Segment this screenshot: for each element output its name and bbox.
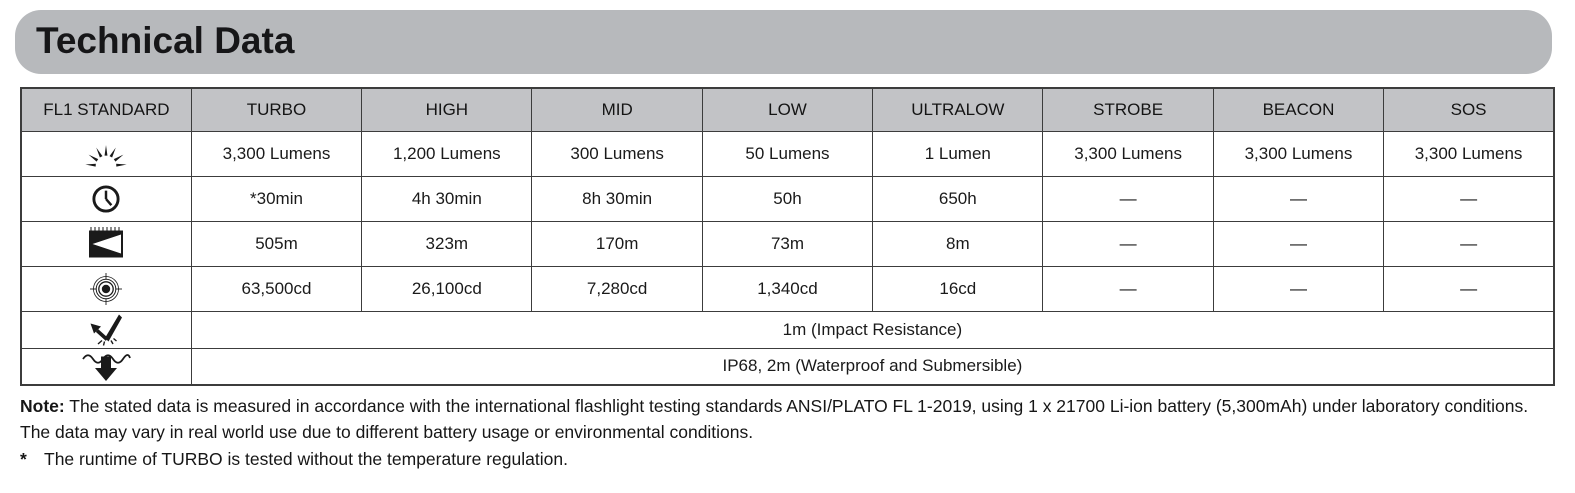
technical-data-table-wrap (20, 87, 1555, 386)
table-cell: — (1043, 266, 1213, 311)
table-cell: 4h 30min (362, 176, 532, 221)
runtime-icon (21, 176, 191, 221)
column-header-high: HIGH (362, 88, 532, 131)
table-cell: — (1384, 266, 1554, 311)
table-cell: 1,200 Lumens (362, 131, 532, 176)
table-cell: — (1213, 176, 1383, 221)
table-body (21, 131, 1554, 385)
beam-intensity-icon (21, 266, 191, 311)
table-row (21, 266, 1554, 311)
table-cell: 26,100cd (362, 266, 532, 311)
beam-distance-icon (21, 221, 191, 266)
note-text: The stated data is measured in accordance with the international flashlight testing standards ANSI/PLATO FL 1-2019, using 1 x 21700 Li-ion battery (5,300mAh) under laboratory conditions. The data may vary in real world use due to different battery usage or environmental conditions. (20, 396, 1529, 442)
section-banner (15, 10, 1552, 74)
table-cell: 505m (191, 221, 361, 266)
table-row (21, 131, 1554, 176)
table-cell: — (1213, 221, 1383, 266)
page-title: Technical Data (36, 20, 295, 61)
column-header-low: LOW (702, 88, 872, 131)
turbo-footnote (20, 447, 1555, 472)
impact-resistance-icon (21, 311, 191, 348)
table-cell: 8h 30min (532, 176, 702, 221)
column-header-turbo: TURBO (191, 88, 361, 131)
waterproof-icon (21, 348, 191, 385)
table-cell: 3,300 Lumens (1213, 131, 1383, 176)
table-cell: 3,300 Lumens (1043, 131, 1213, 176)
table-cell: 323m (362, 221, 532, 266)
table-cell: 3,300 Lumens (191, 131, 361, 176)
table-cell: — (1213, 266, 1383, 311)
column-header-strobe: STROBE (1043, 88, 1213, 131)
table-cell: — (1043, 221, 1213, 266)
table-cell: 7,280cd (532, 266, 702, 311)
column-header-mid: MID (532, 88, 702, 131)
brightness-icon (21, 131, 191, 176)
column-header-fl1-standard: FL1 STANDARD (21, 88, 191, 131)
table-cell: 1 Lumen (873, 131, 1043, 176)
table-cell: 650h (873, 176, 1043, 221)
technical-data-table (20, 87, 1555, 386)
table-cell: — (1384, 176, 1554, 221)
table-cell: — (1043, 176, 1213, 221)
table-cell: 16cd (873, 266, 1043, 311)
table-row (21, 176, 1554, 221)
table-cell: 50 Lumens (702, 131, 872, 176)
table-cell: 63,500cd (191, 266, 361, 311)
note-paragraph (20, 393, 1555, 445)
table-cell: — (1384, 221, 1554, 266)
table-cell: 3,300 Lumens (1384, 131, 1554, 176)
footnote-marker: * (20, 449, 27, 469)
table-cell: IP68, 2m (Waterproof and Submersible) (191, 348, 1554, 385)
table-cell: 50h (702, 176, 872, 221)
table-cell: *30min (191, 176, 361, 221)
table-cell: 300 Lumens (532, 131, 702, 176)
note-label: Note: (20, 396, 65, 416)
footnote-text: The runtime of TURBO is tested without the temperature regulation. (44, 449, 568, 469)
column-header-beacon: BEACON (1213, 88, 1383, 131)
table-row (21, 221, 1554, 266)
column-header-sos: SOS (1384, 88, 1554, 131)
table-cell: 170m (532, 221, 702, 266)
column-header-ultralow: ULTRALOW (873, 88, 1043, 131)
table-cell: 8m (873, 221, 1043, 266)
table-row (21, 311, 1554, 348)
header-row (21, 88, 1554, 131)
table-cell: 1m (Impact Resistance) (191, 311, 1554, 348)
table-cell: 1,340cd (702, 266, 872, 311)
table-cell: 73m (702, 221, 872, 266)
table-row (21, 348, 1554, 385)
